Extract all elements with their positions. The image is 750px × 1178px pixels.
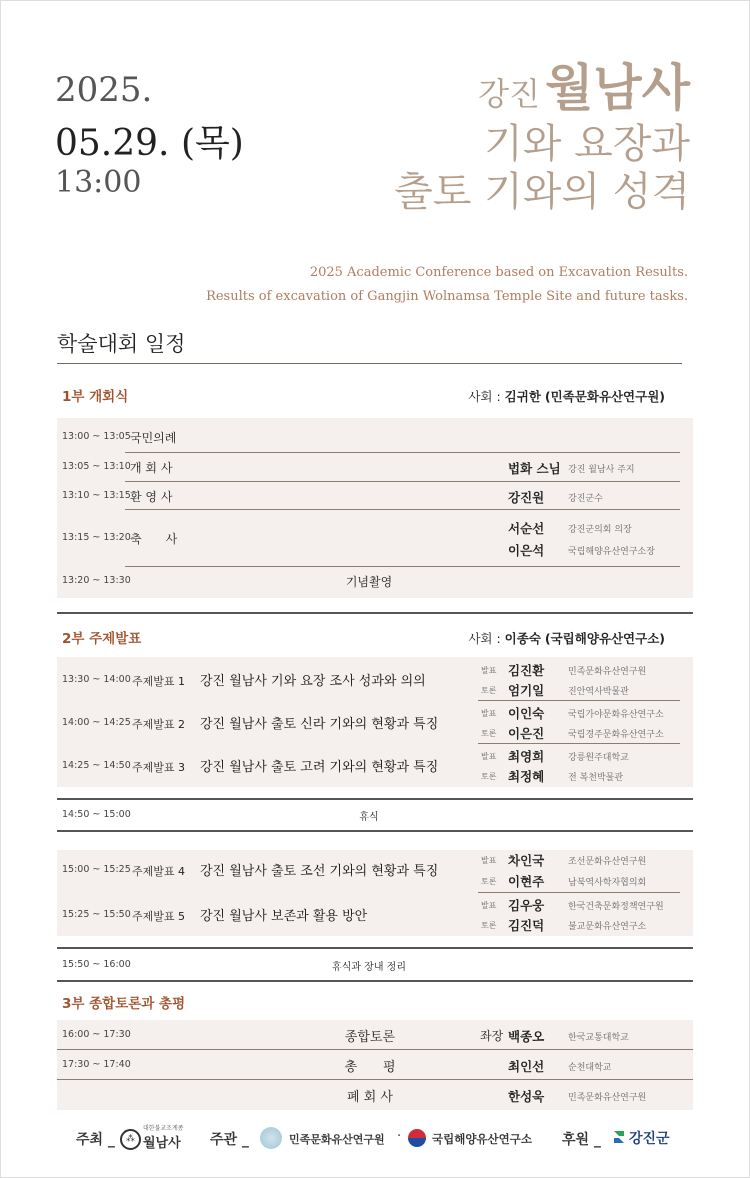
mc-name: 김귀한: [504, 389, 541, 404]
person-affil: 강진 월남사 주지: [568, 465, 635, 475]
part1-mc: [468, 387, 665, 405]
presenter-affil: 조선문화유산연구원: [568, 857, 647, 867]
program-item: 개 회 사: [130, 461, 173, 475]
program-item: 국민의례: [130, 431, 177, 445]
mc-prefix: 사회 :: [468, 631, 501, 646]
person-affil: 순천대학교: [568, 1063, 612, 1073]
program-item: 축 사: [130, 532, 178, 546]
talk-title: 강진 월남사 출토 신라 기와의 현황과 특징: [200, 717, 439, 732]
title-prefix: 강진: [478, 75, 540, 113]
person-name: 이은석: [508, 543, 545, 558]
program-item: 기념촬영: [345, 575, 393, 589]
host-org-small: 대한불교조계종: [143, 1125, 184, 1132]
host-org: 월남사: [143, 1136, 181, 1151]
presenter-name: 차인국: [508, 853, 545, 868]
mc-prefix: 사회 :: [468, 389, 501, 404]
discussant-affil: 전 복천박물관: [568, 773, 624, 783]
english-line-2: Results of excavation of Gangjin Wolnamsa Temple Site and future tasks.: [206, 289, 688, 304]
person-name: 한성욱: [508, 1089, 545, 1104]
break-label: 휴식과 장내 정리: [332, 962, 406, 973]
talk-title: 강진 월남사 기와 요장 조사 성과와 의의: [200, 674, 426, 689]
discussant-name: 김진덕: [508, 918, 545, 933]
person-name: 법화 스님: [508, 461, 561, 476]
row-divider: [478, 892, 680, 893]
person-affil: 민족문화유산연구원: [568, 1093, 647, 1103]
row-divider: [478, 743, 680, 744]
mc-affil: (국립해양유산연구소): [544, 631, 665, 646]
role-tag: 발표: [481, 752, 497, 761]
talk-title: 강진 월남사 출토 조선 기와의 현황과 특징: [200, 864, 439, 879]
talk-number: 주제발표 2: [132, 718, 185, 731]
time-cell: 15:00 ~ 15:25: [62, 864, 131, 875]
time-cell: 13:05 ~ 13:10: [62, 461, 131, 472]
gangjin-logo-icon: [612, 1129, 626, 1145]
footer: [0, 1120, 750, 1160]
organizer-separator: ·: [397, 1129, 402, 1144]
discussant-name: 이현주: [508, 874, 545, 889]
program-item: 종합토론: [344, 1030, 396, 1045]
presenter-name: 최영희: [508, 749, 545, 764]
presenter-affil: 한국건축문화정책연구원: [568, 902, 664, 912]
role-tag: 발표: [481, 709, 497, 718]
organizer1: 민족문화유산연구원: [289, 1133, 385, 1146]
time-cell: 13:30 ~ 14:00: [62, 674, 131, 685]
program-item: 환 영 사: [130, 490, 173, 504]
time-cell: 16:00 ~ 17:30: [62, 1029, 131, 1040]
row-divider: [478, 700, 680, 701]
part3-label: 3부 종합토론과 총평: [62, 996, 186, 1012]
presenter-name: 김진환: [508, 663, 545, 678]
role-tag: 토론: [481, 772, 497, 781]
talk-number: 주제발표 3: [132, 761, 185, 774]
talk-number: 주제발표 5: [132, 910, 185, 923]
sponsor-label: 후원 _: [562, 1132, 601, 1148]
role-tag: 발표: [481, 856, 497, 865]
presenter-affil: 민족문화유산연구원: [568, 667, 647, 677]
time-cell: 13:10 ~ 13:15: [62, 490, 131, 501]
time-cell: 15:25 ~ 15:50: [62, 909, 131, 920]
title-main: 월남사: [545, 59, 690, 117]
role-tag: 토론: [481, 877, 497, 886]
mc-name: 이종숙: [504, 631, 541, 646]
wheel-logo-icon: ⁂: [120, 1129, 141, 1150]
presenter-name: 이인숙: [508, 706, 545, 721]
host-label: 주최 _: [76, 1132, 115, 1148]
english-line-1: 2025 Academic Conference based on Excavation Results.: [309, 265, 688, 280]
taegeuk-logo-icon: [408, 1129, 426, 1147]
role-tag: 토론: [481, 729, 497, 738]
break-label: 휴식: [359, 812, 379, 823]
person-affil: 국립해양유산연구소장: [568, 547, 655, 557]
program-item: 총 평: [344, 1060, 396, 1075]
part2-label: 2부 주제발표: [62, 631, 142, 647]
talk-number: 주제발표 1: [132, 675, 185, 688]
mc-affil: (민족문화유산연구원): [544, 389, 665, 404]
subtitle-line-2: 출토 기와의 성격: [394, 169, 690, 215]
section-separator: [57, 980, 693, 982]
time-cell: 17:30 ~ 17:40: [62, 1059, 131, 1070]
time-cell: 13:15 ~ 13:20: [62, 532, 131, 543]
presenter-affil: 강릉원주대학교: [568, 753, 629, 763]
row-divider: [125, 481, 680, 482]
organizer-label: 주관 _: [210, 1132, 249, 1148]
person-affil: 강진군의회 의장: [568, 525, 632, 535]
person-name: 서순선: [508, 521, 545, 536]
discussant-affil: 불교문화유산연구소: [568, 922, 647, 932]
program-item: 폐 회 사: [347, 1090, 393, 1105]
row-divider: [125, 452, 680, 453]
person-name: 백종오: [508, 1029, 545, 1044]
presenter-affil: 국립가야문화유산연구소: [568, 710, 664, 720]
discussant-name: 최정혜: [508, 769, 545, 784]
person-name: 최인선: [508, 1059, 545, 1074]
time-cell: 13:20 ~ 13:30: [62, 575, 131, 586]
time-cell: 14:25 ~ 14:50: [62, 760, 131, 771]
discussant-affil: 진안역사박물관: [568, 687, 629, 697]
time-cell: 13:00 ~ 13:05: [62, 431, 131, 442]
role-tag: 발표: [481, 901, 497, 910]
time-cell: 14:00 ~ 14:25: [62, 717, 131, 728]
discussant-affil: 국립경주문화유산연구소: [568, 730, 664, 740]
row-divider: [125, 509, 680, 510]
row-divider: [57, 1049, 693, 1050]
discussant-name: 이은진: [508, 726, 545, 741]
main-title: [478, 48, 690, 120]
role-tag: 발표: [481, 666, 497, 675]
presenter-name: 김우웅: [508, 898, 545, 913]
discussant-name: 엄기일: [508, 683, 545, 698]
person-name: 강진원: [508, 490, 545, 505]
organizer1-logo-icon: [260, 1127, 282, 1149]
english-subtitle: [206, 261, 688, 309]
section-separator: [57, 798, 693, 800]
time-cell: 15:50 ~ 16:00: [62, 959, 131, 970]
event-date: 05.29. (목): [55, 123, 244, 164]
discussant-affil: 남북역사학자협의회: [568, 878, 647, 888]
part2-mc: [468, 629, 665, 647]
person-affil: 한국교통대학교: [568, 1033, 629, 1043]
event-time: 13:00: [55, 165, 142, 200]
talk-title: 강진 월남사 출토 고려 기와의 현황과 특징: [200, 760, 439, 775]
subtitle-line-1: 기와 요장과: [484, 121, 690, 167]
organizer2: 국립해양유산연구소: [432, 1132, 532, 1146]
talk-title: 강진 월남사 보존과 활용 방안: [200, 909, 368, 924]
person-affil: 강진군수: [568, 494, 603, 504]
event-year: 2025.: [55, 70, 153, 110]
row-divider: [57, 1079, 693, 1080]
role-tag: 토론: [481, 686, 497, 695]
role-tag: 토론: [481, 921, 497, 930]
part1-label: 1부 개회식: [62, 389, 129, 405]
talk-number: 주제발표 4: [132, 865, 185, 878]
section-separator: [57, 947, 693, 949]
section-separator: [57, 612, 693, 614]
row-divider: [125, 566, 680, 567]
section-separator: [57, 830, 693, 832]
sponsor: 강진군: [629, 1131, 670, 1147]
schedule-title: 학술대회 일정: [57, 332, 186, 356]
divider: [57, 363, 682, 364]
time-cell: 14:50 ~ 15:00: [62, 809, 131, 820]
subtitle: [394, 120, 690, 216]
role-label: 좌장: [480, 1029, 504, 1043]
